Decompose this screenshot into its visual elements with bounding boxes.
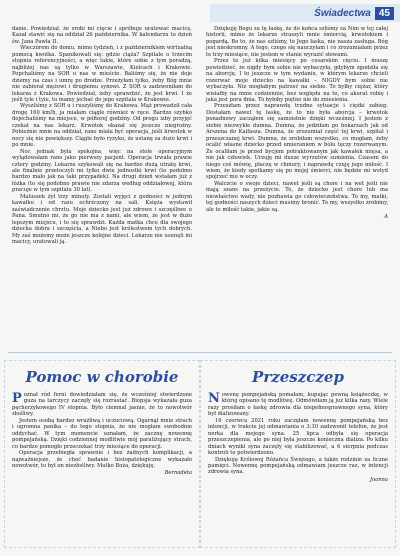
paragraph: Przez to już kilka miesięcy po cesarskim cięciu. I muszę powiedzieć, że nigdy bym sobie nie wybaczyła, gdybym zgodziła się na aborcję. I to jeszcze w tym wydaniu, w którym lekarze chcieli rozerwać moje dziecko na kawałki – NIGDY bym sobie nie wybaczyła. Nie mogłabym patrzeć na siebie. To byłby ciężar, który wisiałby na mnie codziennie, bez względu na to, co akurat robię i jaka jest pora dnia. To byłoby piętno nie do zniesienia. bbox=[206, 58, 388, 103]
paragraph: Maluszek żył trzy minuty. Zostali wyjęci z godności w jednym kawałku i od razu ochrzczony na sali. Księża wystawił zaświadczenie chrztu. Moje dziecko jest już zdrowe i szczęśliwe u Pana. Smutno mi, że go nie ma z nami, ale wiem, że jest w dużo lepszym miejscu, i to się sprawdzi. Każda matka chce dla swojego dziecka dobra i szczęścia, a Niebo jest królestwem tych dobrych. My zaś możemy może jeszcze kolejne dzieci. Lekarze nie usunęli mi macicy, uratowali ją. bbox=[12, 193, 192, 245]
page-header bbox=[210, 4, 400, 22]
signature: Bernadeta bbox=[164, 470, 192, 477]
paragraph: Wieczórem do domu, mimo tydzień, i z październikiem wirtualną pomocą kwotka. Spanikowali się: gdzie ciąża? Szpitale o trzecim stopniu referencyjności, a więc takie, które sobie z tym poradzą, najbliżej nas są tylko w Warszawie, Kielcach i Krakowie. Popchaliśmy na SOR u nas w mieście. Baliśmy się, że nie doje dziemy na czas i umrę po drodze. Przeżyłam tylko, żeby Bóg mnie nie zabierał mężowi i drugiemu synowi. Z SOR u zadzwoniłam do lekarza z Krakowa. Powiedział, żeby sprawdzić, że jest krwi. I że jeśli tyle i tyle, to mamy jechać do jego szpitala w Krakowie. bbox=[12, 45, 192, 103]
drop-cap: N bbox=[208, 391, 220, 406]
signature: A bbox=[384, 214, 388, 221]
page-number: 45 bbox=[375, 7, 394, 20]
paragraph: Jestem osobą bardzo wrażliwą i uczuciową. Ogarnął mnie strach i ogromna panika – do tego stopnia, że nie mogłam swobodnie oddychać. W tym momencie uznałam, że zacznę nowennę pompejańską. Dzięki codziennej modlitwie mój paraliżujący strach, co bardzo pomogło przeczekać trzy miesiące do operacji. bbox=[12, 417, 192, 450]
paragraph: 16 czerwca 2021 roku zaczęłam nowennę pompejańską bez intencji, w trakcie jej odmawiania o 3:30 zadzwonił telefon, że jest nerka dla mojego syna. 25 lipca odbyła się operacja przeszczepienia, ale po niej była jeszcze konieczna dializa. Po kilku dniach wyniki syna zaczęły się stabilizować, a 6 sierpnia podczas kontroli to potwierdzono. bbox=[208, 417, 388, 457]
section-name: Świadectwa bbox=[314, 7, 371, 19]
paragraph: Wyszliśmy z SOR u i ruszyliśmy do Krakowa. Mąż prowadził cała drogę 160 km/h, ja miałam ciągle również w ręce. Bardzo szybko dojechaliśmy na miejsce, w półtorej godziny. Od progu izby przyjęć czekał na nas lekarz. Krwotok okazał się jeszcze niegroźny. Pobieżnie mnie na oddział, rano miała być operacja, jeśli krwotok w nocy się nie powiększy. Ciągle było ryzyko, że ustanę za dużo krwi i po mnie. bbox=[12, 103, 192, 149]
story-title: Przeszczep bbox=[252, 368, 344, 386]
top-article-left-column bbox=[12, 26, 192, 245]
story-title: Pomoc w chorobie bbox=[25, 368, 179, 386]
paragraph: Dziękuję Bogu za tę łaskę, że do końca szliśmy za Nim w tej całej historii, mimo że lekarze straszyli mnie śmiercią, krwotokiem i pogardą. Bo to, że nas szliśmy, to Jego łaska, nie nasza zasługa. Bóg jest nieskromny. A tego, czego się nauczyłam i co zrozumiałam przez te trzy miesiące, nie jestem w stanie wyrazić słowami. bbox=[206, 26, 388, 58]
paragraph: Przeszłam przez naprawdę trudne sytuacje i ciężki zabieg. Dostałam nawet tę łaskę, że to nie była aborcja – krwotok ponadnowy zacząłem się samoistnie dzięki wcześniej. I jestem z siebie niezwykle dumna. Dumna, że jedziłam po bokarzach jak od Arszena do Kaifasza. Dumna, że zrozumiał część tej krwi, szpital i przeszczanej krwi. Dumna, że zrobiłam wszystko, co mogłam, żeby ocalić własne dziecko przed umieraniem w bólu tęczy rozerwanym. Że ocaliłam je przed bycjem potraktowanym jak kawałek mięsa, a nie jak człowiek. Urzuję mi dusze wyrzutów sumienia. Czasem do niego coś mówię, płaczę w chmury, i naprawdę czuję jego miłość. I wiem, że kiedy spotkamy się po mojej śmierci, nie będzie mi wstyd spojrzeć mu w oczy. bbox=[206, 103, 388, 181]
paragraph: Walczcie o swoje dzieci, nawet jeśli są chore i na wet jeśli nie mają szans na przeżycie. To, że dziecko jest chore lub ma niewłaściwe wady, nie pozbawia go człowieczeństwa. To my, matki, tej godności naszych dzieci musimy bronić. To my, wszystko zrobimy, ale to miłość takie, jakie są. bbox=[206, 180, 388, 213]
paragraph: Operacja przebiegła sprawnie i bez żadnych komplikacji, a najważniejsze, że choć badanie histopatologiczne wykazało nowotwór, to był on niezłośliwy. Matko Boża, dziękuję. bbox=[12, 450, 192, 469]
paragraph: Poznał ród ferni dowiedziałam się, że wcześniej stwierdzone guza na tarczycy zaczęły się rozrastać. Biopsja wykazała guza pęcherzykowego IV stopnia. Było ciemnal jasnie, że to nowotwór złośliwy. bbox=[12, 391, 192, 418]
signature: Joanna bbox=[369, 476, 388, 483]
paragraph: danie. Powiedział, że zrobi mi cięcie i spróbuje uratować macicę. Kazał stawić się na oddział 26 października. W kalendarzu to dzień św. Jana Pawła II. bbox=[12, 26, 192, 45]
section-divider bbox=[8, 352, 392, 353]
paragraph: Dziękuję Królowej Różańca Świętego, a także rodzinie za liczne pamięci. Nowennę pompejańską odmawiam jeszcze raz, w intencji zdrowia syna. bbox=[208, 456, 388, 476]
top-article-right-column bbox=[206, 26, 388, 221]
story-body-right bbox=[208, 392, 388, 483]
header-strip bbox=[210, 4, 400, 22]
paragraph: Nowenę pompejańską pomałam, kupując pewną książeczkę, w której opisano tę modlitwę. Odmówiłam ją już kilka razy. Wiele razy prosiłam o łaskę zdrowia dla niepełnosprawnego syna, który był dializowany. bbox=[208, 391, 388, 418]
drop-cap: P bbox=[12, 391, 22, 406]
paragraph: Noc jednak była spokojna, więc na stole operacyjnym wylądowałam rano jako pierwszy pacjent. Operacja trwała prawie cztery godziny. Lekarze szykowali się na bardzo dużą utratę krwi, ale finalnie przetoczyli mi tylko dwie jednostki krwi (to podobno bardzo mało jak na taki przypadek). Na drugi dzień wstałam już z łóżka (to się podobno prawie nie zdarza według oddziałowej, która pracuje w tym szpitalu 30 lat). bbox=[12, 148, 192, 194]
story-body-left bbox=[12, 392, 192, 477]
